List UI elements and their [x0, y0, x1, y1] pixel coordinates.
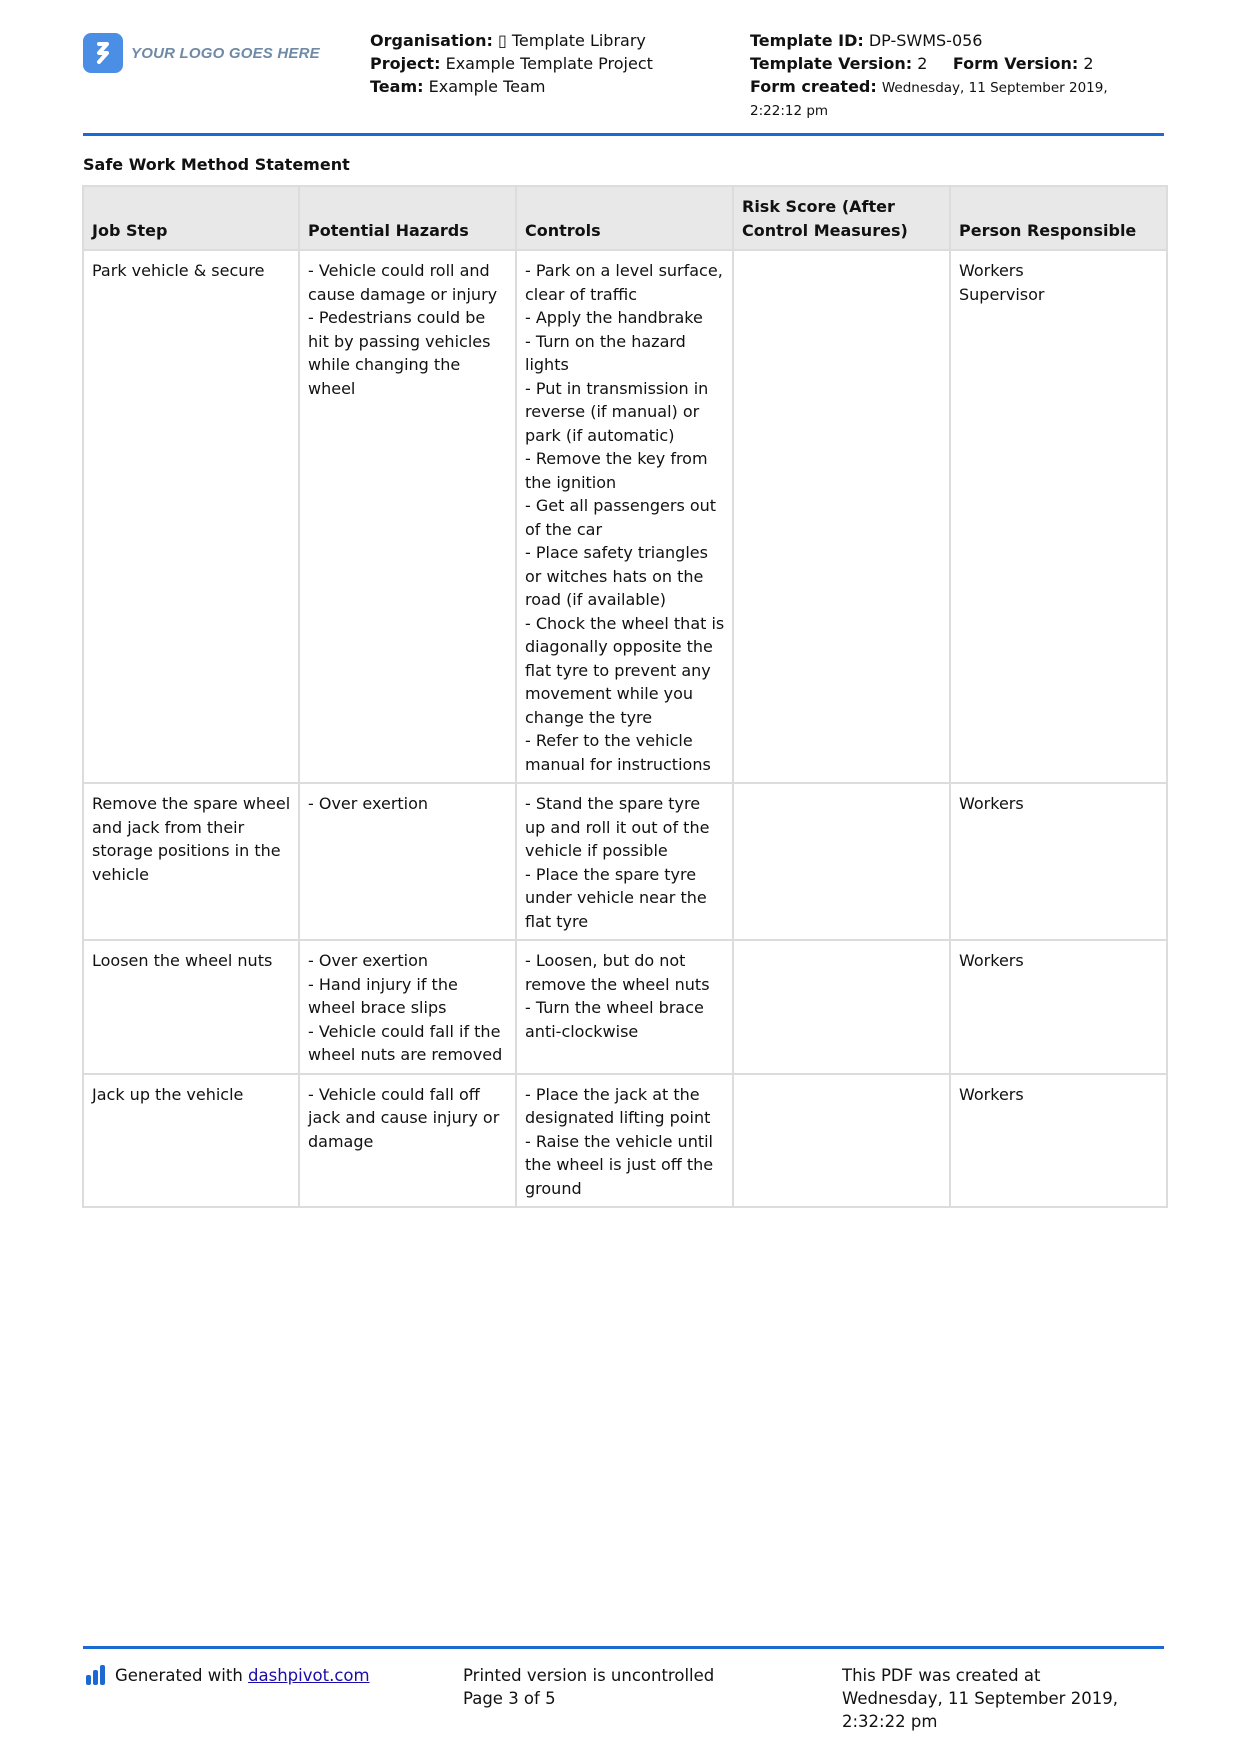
page-number: Page 3 of 5	[463, 1689, 556, 1708]
risk-score-cell	[733, 783, 950, 940]
risk-score-cell	[733, 940, 950, 1074]
dashpivot-link[interactable]: dashpivot.com	[248, 1666, 370, 1685]
form-version-label: Form Version:	[952, 54, 1079, 73]
header-project-info	[370, 29, 653, 98]
pdf-created-time: 2:32:22 pm	[842, 1712, 938, 1731]
job-step-cell: Loosen the wheel nuts	[83, 940, 299, 1074]
organisation-value: ▯ Template Library	[497, 31, 646, 50]
hazards-cell: - Vehicle could fall off jack and cause injury or damage	[299, 1074, 516, 1208]
form-created-value: Wednesday, 11 September 2019,	[881, 80, 1108, 96]
footer-created-info	[842, 1664, 1118, 1733]
generated-prefix: Generated with	[115, 1666, 243, 1685]
form-created-label: Form created:	[750, 77, 877, 96]
page-header	[83, 29, 1163, 133]
job-step-cell: Remove the spare wheel and jack from their storage positions in the vehicle	[83, 783, 299, 940]
job-step-cell: Park vehicle & secure	[83, 250, 299, 783]
team-label: Team:	[370, 77, 424, 96]
header-job-step: Job Step	[83, 186, 299, 250]
form-version-value: 2	[1083, 54, 1094, 73]
header-controls: Controls	[516, 186, 733, 250]
logo-text: YOUR LOGO GOES HERE	[131, 44, 320, 62]
controls-cell: - Loosen, but do not remove the wheel nuts - Turn the wheel brace anti-clockwise	[516, 940, 733, 1074]
table-row	[83, 940, 1167, 1074]
job-step-cell: Jack up the vehicle	[83, 1074, 299, 1208]
company-logo	[83, 33, 320, 73]
header-person-responsible: Person Responsible	[950, 186, 1167, 250]
controls-cell: - Park on a level surface, clear of traffic - Apply the handbrake - Turn on the hazard lights - Put in transmission in reverse (if manual) or park (if automatic) - Remove the key from the ignition - Get all passengers out of the car - Place safety triangles or witches hats on the road (if available) - Chock the wheel that is diagonally opposite the flat tyre to prevent any movement while you change the tyre - Refer to the vehicle manual for instructions	[516, 250, 733, 783]
hazards-cell: - Vehicle could roll and cause damage or injury - Pedestrians could be hit by passing vehicles while changing the wheel	[299, 250, 516, 783]
table-row	[83, 250, 1167, 783]
footer-divider	[83, 1646, 1164, 1649]
swms-table	[82, 185, 1168, 1208]
responsible-cell: Workers	[950, 783, 1167, 940]
table-row	[83, 1074, 1167, 1208]
template-id-value: DP-SWMS-056	[868, 31, 983, 50]
table-header-row	[83, 186, 1167, 250]
pdf-created-label: This PDF was created at	[842, 1666, 1041, 1685]
bar-chart-icon	[86, 1665, 107, 1685]
footer-generated	[86, 1664, 370, 1687]
logo-icon	[83, 33, 123, 73]
template-id-label: Template ID:	[750, 31, 864, 50]
header-potential-hazards: Potential Hazards	[299, 186, 516, 250]
header-risk-score: Risk Score (After Control Measures)	[733, 186, 950, 250]
controls-cell: - Stand the spare tyre up and roll it out of the vehicle if possible - Place the spare tyre under vehicle near the flat tyre	[516, 783, 733, 940]
footer-page-info	[463, 1664, 714, 1710]
section-title: Safe Work Method Statement	[83, 155, 350, 174]
responsible-cell: Workers	[950, 940, 1167, 1074]
responsible-cell: Workers	[950, 1074, 1167, 1208]
responsible-cell: Workers Supervisor	[950, 250, 1167, 783]
pdf-created-date: Wednesday, 11 September 2019,	[842, 1689, 1118, 1708]
template-version-label: Template Version:	[750, 54, 913, 73]
project-label: Project:	[370, 54, 441, 73]
header-divider	[83, 133, 1164, 136]
risk-score-cell	[733, 1074, 950, 1208]
project-value: Example Template Project	[445, 54, 653, 73]
organisation-label: Organisation:	[370, 31, 493, 50]
team-value: Example Team	[428, 77, 546, 96]
risk-score-cell	[733, 250, 950, 783]
hazards-cell: - Over exertion - Hand injury if the wheel brace slips - Vehicle could fall if the wheel nuts are removed	[299, 940, 516, 1074]
uncontrolled-note: Printed version is uncontrolled	[463, 1666, 715, 1685]
controls-cell: - Place the jack at the designated lifting point - Raise the vehicle until the wheel is just off the ground	[516, 1074, 733, 1208]
header-template-info	[750, 29, 1150, 123]
template-version-value: 2	[917, 54, 928, 73]
form-created-time: 2:22:12 pm	[750, 103, 829, 119]
hazards-cell: - Over exertion	[299, 783, 516, 940]
table-row	[83, 783, 1167, 940]
